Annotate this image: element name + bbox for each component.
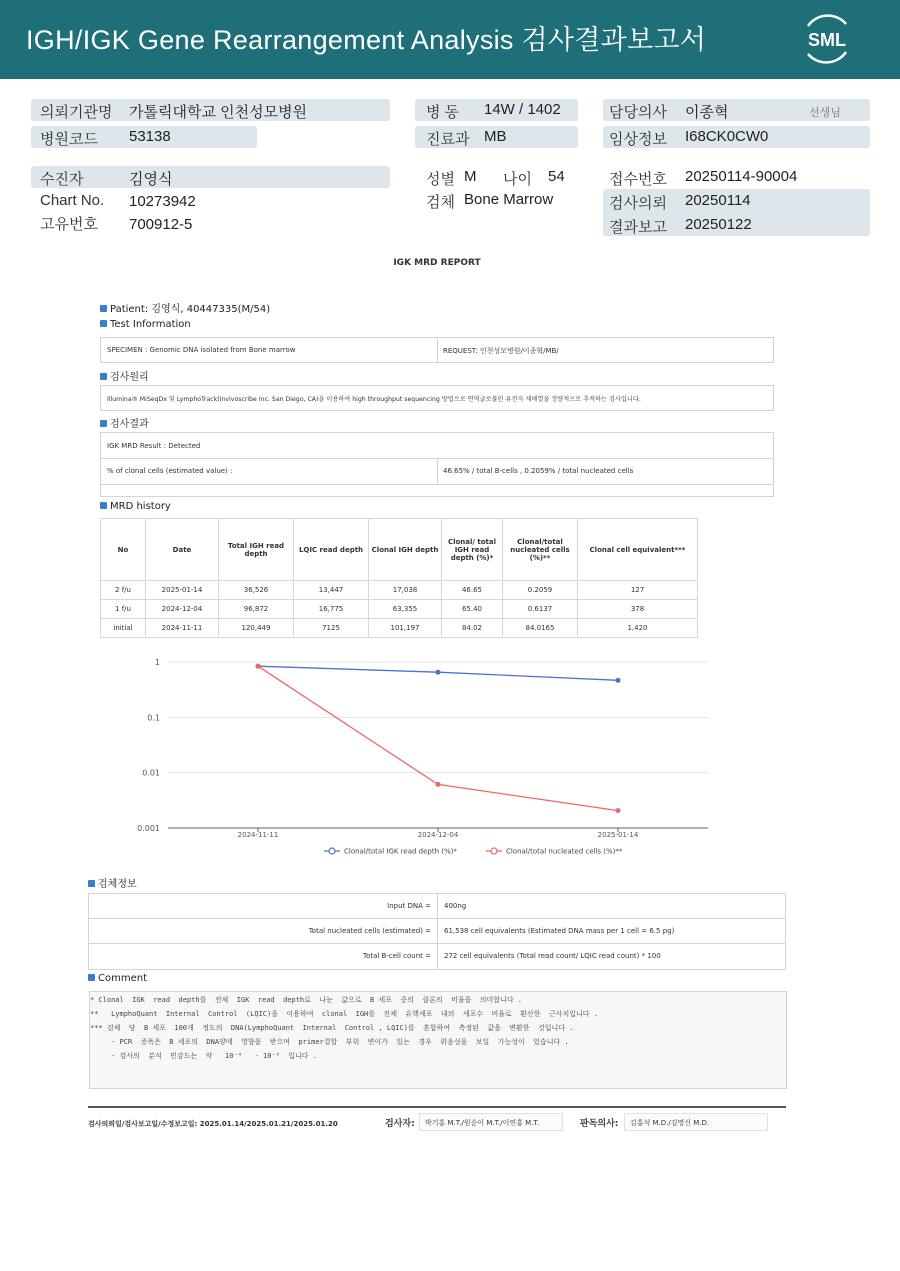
institution-value: 가톨릭대학교 인천성모병원 [129,104,308,121]
principle-text: Illumina® MiSeqDx 및 LymphoTrack(Invivoscribe Inc. San Diego, CA)을 이용하여 high throughput sequencing 방법으로 면역글로불린 유전자 재배열을 정량적으로 추적하는 검사입니다. [107,396,641,403]
input-dna-value: 400ng [444,902,467,910]
clonal-label: % of clonal cells (estimated value) : [107,467,233,475]
specimen-info-heading: 검체정보 [88,875,137,890]
data-point [436,782,440,786]
table-row [101,619,698,638]
table-cell: 2 f/u [101,581,146,600]
reader-value: 김홍석 M.D./김명신 M.D. [624,1113,768,1131]
result-label: 결과보고 [609,219,667,236]
col-clonal-depth: Clonal IGH depth [369,519,442,581]
table-cell: 96,872 [219,600,294,619]
comment-line: ** LymphoQuant Internal Control (LQIC)을 이용하여 clonal IGH를 전체 유핵세포 내의 세포수 비율로 환산한 근사치입니다 . [90,1010,598,1018]
table-cell: 63,355 [369,600,442,619]
reader-label: 판독의사: [580,1119,619,1129]
sex-value: M [464,168,477,185]
table-cell: 378 [578,600,698,619]
mrd-line-chart [130,652,730,862]
table-cell: 65.40 [442,600,503,619]
hospital-code-value: 53138 [129,128,171,145]
mrd-history-table [100,518,698,638]
table-cell: 1,420 [578,619,698,638]
chart-label: Chart No. [40,192,105,209]
department-label: 진료과 [426,131,470,148]
table-cell: 84.02 [442,619,503,638]
bullet-icon [100,320,107,327]
request-info: REQUEST: 인천성모병원/이종혁/MB/ [443,347,559,355]
table-cell: 2024-12-04 [146,600,219,619]
result-value: 20250122 [685,216,752,233]
accession-value: 20250114-90004 [685,168,798,185]
data-point [256,664,260,668]
header-banner [0,0,900,79]
patient-line: Patient: 김영식, 40447335(M/54) [100,300,270,315]
data-point [616,678,620,682]
table-row [101,581,698,600]
request-value: 20250114 [685,192,751,209]
table-cell: 84.0165 [503,619,578,638]
principle-heading: 검사원리 [100,368,149,383]
patient-value: 김영식 [129,171,173,188]
x-tick-label: 2024-12-04 [417,831,459,839]
sml-logo [798,12,856,66]
table-cell: 7125 [294,619,369,638]
bcell-label: Total B-cell count = [362,952,431,960]
comment-heading: Comment [88,973,147,984]
patient-box [31,166,390,188]
sex-label: 성별 [426,171,455,188]
clinical-label: 임상정보 [609,131,667,148]
comment-line: * Clonal IGK read depth를 전체 IGK read depth로 나눈 값으로 B 세포 중의 클론의 비율을 의미합니다 . [90,996,523,1004]
table-cell: 120,449 [219,619,294,638]
bullet-icon [88,880,95,887]
table-cell: 16,775 [294,600,369,619]
bullet-icon [88,974,95,981]
col-equivalent: Clonal cell equivalent*** [578,519,698,581]
result-heading: 검사결과 [100,415,149,430]
comment-line: - 검사의 분석 민감도는 약 10⁻⁴ - 10⁻⁵ 입니다 . [90,1052,317,1060]
test-info-box [100,337,774,363]
age-value: 54 [548,168,565,185]
bullet-icon [100,373,107,380]
y-tick-label: 0.001 [137,824,160,833]
footer-divider [88,1106,786,1108]
request-label: 검사의뢰 [609,195,667,212]
table-cell: 1 f/u [101,600,146,619]
ward-label: 병 동 [426,104,460,121]
table-cell: 46.65 [442,581,503,600]
mrd-report-title: IGK MRD REPORT [393,258,481,268]
doctor-value: 이종혁 [685,104,729,121]
col-no: No [101,519,146,581]
hospital-code-label: 병원코드 [40,131,98,148]
legend-label: Clonal/total nucleated cells (%)** [506,847,623,856]
logo-text: SML [808,30,846,50]
specimen-info-box [88,893,786,970]
result-box [100,432,774,497]
mrd-result: IGK MRD Result : Detected [107,442,201,450]
chart-value: 10273942 [129,193,196,210]
unique-value: 700912-5 [129,216,193,233]
examiner-label: 검사자: [385,1119,415,1129]
data-point [436,670,440,674]
nucleated-value: 61,538 cell equivalents (Estimated DNA mass per 1 cell = 6.5 pg) [444,927,675,935]
bullet-icon [100,502,107,509]
input-dna-label: Input DNA = [387,902,431,910]
examiner-value: 박기홍 M.T./원순이 M.T./이연홍 M.T. [419,1113,563,1131]
y-tick-label: 0.1 [147,713,160,723]
x-tick-label: 2024-11-11 [237,831,279,839]
specimen-info: SPECIMEN : Genomic DNA isolated from Bone marrow [107,346,296,354]
accession-label: 접수번호 [609,171,667,188]
comment-box [89,991,787,1089]
unique-label: 고유번호 [40,216,98,233]
x-tick-label: 2025-01-14 [597,831,639,839]
y-tick-label: 1 [154,658,160,667]
col-lqic-depth: LQIC read depth [294,519,369,581]
table-cell: 101,197 [369,619,442,638]
institution-label: 의뢰기관명 [40,104,113,121]
col-clonal-pct: Clonal/ total IGH read depth (%)* [442,519,503,581]
table-cell: 36,526 [219,581,294,600]
clonal-value: 46.65% / total B-cells , 0.2059% / total nucleated cells [443,467,634,475]
series-line [258,666,618,810]
ward-value: 14W / 1402 [484,101,561,118]
test-info-heading: Test Information [100,319,191,330]
specimen-value: Bone Marrow [464,191,554,208]
table-cell: 127 [578,581,698,600]
y-tick-label: 0.01 [142,768,160,778]
table-cell: 17,038 [369,581,442,600]
legend-marker [329,848,335,854]
table-row [101,600,698,619]
department-value: MB [484,128,507,145]
table-cell: 0.2059 [503,581,578,600]
legend-marker [491,848,497,854]
clinical-value: I68CK0CW0 [685,128,769,145]
age-label: 나이 [503,171,532,188]
patient-label: 수진자 [40,171,84,188]
bcell-value: 272 cell equivalents (Total read count/ LQIC read count) * 100 [444,952,661,960]
bullet-icon [100,305,107,312]
report-title: IGH/IGK Gene Rearrangement Analysis 검사결과보고서 [26,25,707,55]
principle-box [100,385,774,411]
table-cell: 0.6137 [503,600,578,619]
comment-line: - PCR 증폭은 B 세포의 DNA양에 영향을 받으며 primer결합 부위 변이가 있는 경우 위음성을 보일 가능성이 있습니다 . [90,1038,569,1046]
table-cell: 13,447 [294,581,369,600]
footer-dates: 검사의뢰일/검사보고일/수정보고일: 2025.01.14/2025.01.21/2025.01.20 [88,1120,338,1128]
specimen-label: 검체 [426,194,455,211]
legend-label: Clonal/total IGK read depth (%)* [344,847,457,856]
col-total-depth: Total IGH read depth [219,519,294,581]
history-heading: MRD history [100,501,171,512]
nucleated-label: Total nucleated cells (estimated) = [308,927,431,935]
doctor-label: 담당의사 [609,104,667,121]
table-cell: 2025-01-14 [146,581,219,600]
col-date: Date [146,519,219,581]
table-cell: initial [101,619,146,638]
comment-line: *** 검체 당 B 세포 100개 정도의 DNA(LymphoQuant Internal Control , LQIC)를 혼합하여 측정된 값을 변환한 것입니다 . [90,1024,574,1032]
data-point [616,809,620,813]
table-cell: 2024-11-11 [146,619,219,638]
col-clonal-nucleated: Clonal/total nucleated cells (%)** [503,519,578,581]
doctor-suffix: 선생님 [809,107,841,119]
bullet-icon [100,420,107,427]
